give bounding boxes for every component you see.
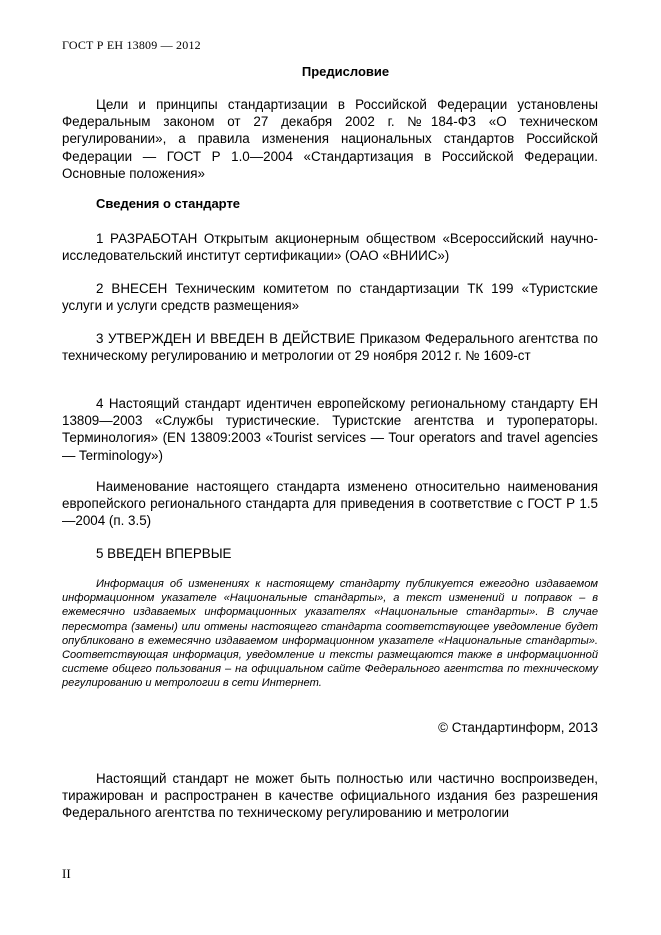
info-item-2-block (62, 280, 598, 314)
info-item-name-change: Наименование настоящего стандарта изменено относительно наименования европейского регионального стандарта для приведения в соответствие с ГОСТ Р 1.5—2004 (п. 3.5) (62, 479, 598, 529)
page-number: II (62, 866, 71, 881)
info-item-1-block (62, 230, 598, 264)
info-item-developed: 1 РАЗРАБОТАН Открытым акционерным обществом «Всероссийский научно-исследовательский институт сертификации» (ОАО «ВНИИС») (62, 231, 598, 264)
info-item-identical: 4 Настоящий стандарт идентичен европейскому региональному стандарту ЕН 13809—2003 «Службы туристические. Туристские агентства и туроператоры. Терминология» (EN 13809:2003 «Tourist services — Tour operators and travel agencies — Terminology») (62, 396, 598, 463)
standard-info-heading: Сведения о стандарте (96, 196, 241, 211)
info-item-name-change-block (62, 478, 598, 530)
amendments-notice: Информация об изменениях к настоящему стандарту публикуется ежегодно издаваемом информационном указателе «Национальные стандарты», а текст изменений и поправок – в ежемесячно издаваемых информационных указателях «Национальные стандарты». В случае пересмотра (замены) или отмены настоящего стандарта соответствующее уведомление будет опубликовано в ежемесячно издаваемом информационном указателе «Национальные стандарты». Соответствующая информация, уведомление и тексты размещаются также в информационной системе общего пользования – на официальном сайте Федерального агентства по техническому регулированию и метрологии в сети Интернет. (62, 578, 598, 690)
document-code-header: ГОСТ Р ЕН 13809 — 2012 (62, 38, 201, 52)
reproduction-notice: Настоящий стандарт не может быть полностью или частично воспроизведен, тиражирован и распространен в качестве официального издания без разрешения Федерального агентства по техническому регулированию и метрологии (62, 771, 598, 821)
foreword-intro-block (62, 96, 598, 182)
info-item-5-block (62, 545, 598, 562)
info-item-4-block (62, 395, 598, 464)
foreword-intro-paragraph: Цели и принципы стандартизации в Российской Федерации установлены Федеральным законом от 27 декабря 2002 г. №184-ФЗ «О техническом регулировании», а правила изменения национальных стандартов Российской Федерации — ГОСТ Р 1.0—2004 «Стандартизация в Российской Федерации. Основные положения» (62, 97, 598, 181)
copyright-line: © Стандартинформ, 2013 (438, 720, 598, 735)
foreword-title: Предисловие (301, 64, 390, 79)
info-item-submitted: 2 ВНЕСЕН Техническим комитетом по стандартизации ТК 199 «Туристские услуги и услуги средств размещения» (62, 281, 598, 314)
info-item-approved: 3 УТВЕРЖДЕН И ВВЕДЕН В ДЕЙСТВИЕ Приказом Федерального агентства по техническому регулированию и метрологии от 29 ноября 2012 г. № 1609-ст (62, 331, 598, 364)
reproduction-notice-block (62, 770, 598, 822)
info-item-introduced-first: 5 ВВЕДЕН ВПЕРВЫЕ (96, 546, 232, 561)
info-item-3-block (62, 330, 598, 364)
